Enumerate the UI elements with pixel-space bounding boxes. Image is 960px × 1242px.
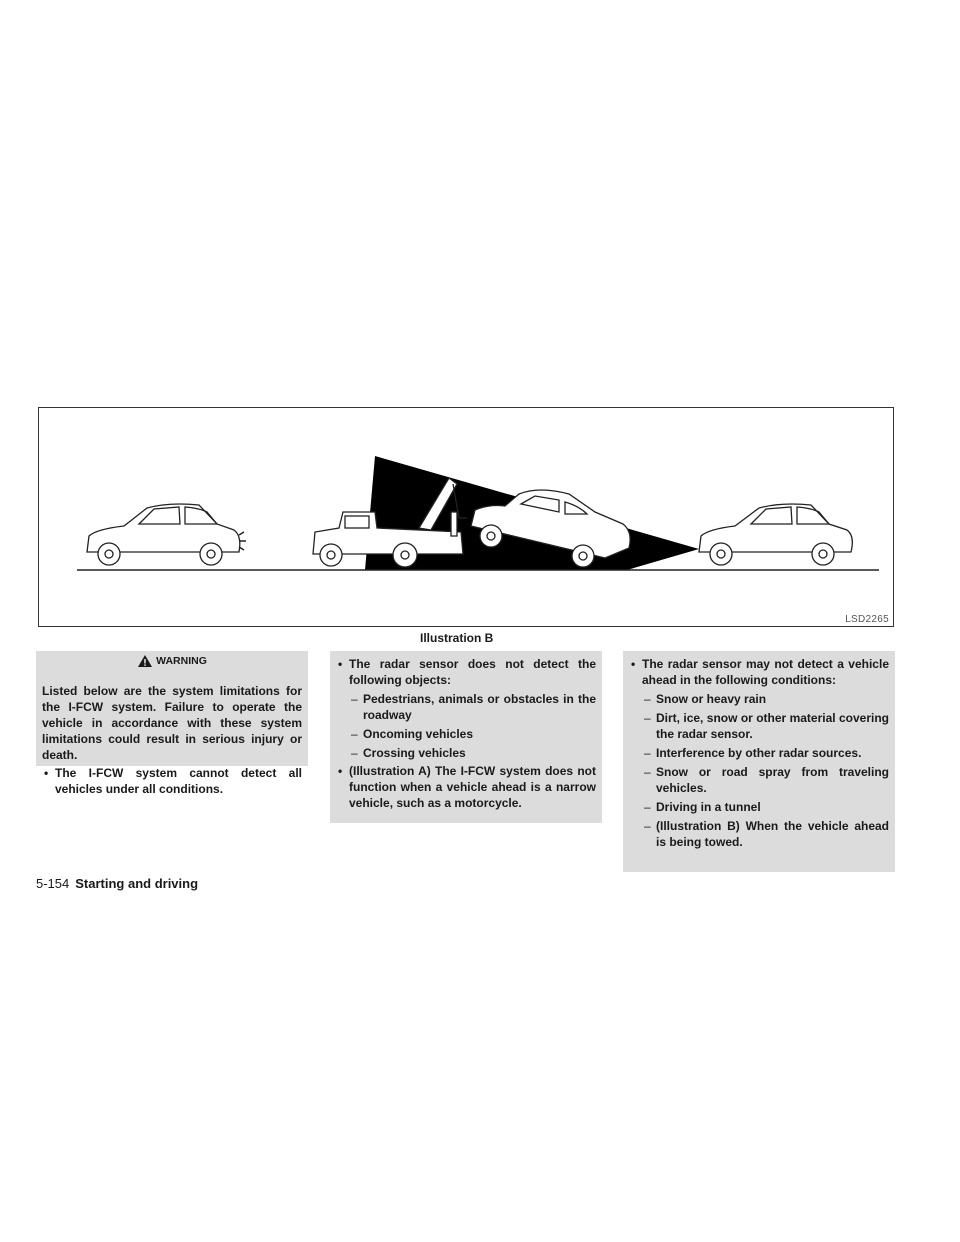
dash-icon: – <box>644 746 651 760</box>
sub-list-item: – Snow or heavy rain <box>644 692 767 706</box>
preceding-car <box>699 504 852 565</box>
dash-icon: – <box>644 711 651 725</box>
dash-icon: – <box>644 692 651 706</box>
dash-icon: – <box>351 746 358 760</box>
sub-list-item: – Interference by other radar sources. <box>644 746 862 760</box>
section-title: Starting and driving <box>75 876 199 891</box>
limitations-box-3 <box>623 651 895 872</box>
list-item: • The radar sensor may not detect a vehicle ahead in the following conditions: <box>631 657 889 687</box>
dash-icon: – <box>644 765 651 779</box>
dash-icon: – <box>351 692 358 706</box>
warning-label: WARNING <box>156 655 207 667</box>
sub-list-item: – (Illustration B) When the vehicle ahead is being towed. <box>644 819 889 849</box>
towed-vehicle-illustration <box>39 408 895 628</box>
sub-list-item: – Dirt, ice, snow or other material covering the radar sensor. <box>644 711 889 741</box>
figure-caption: Illustration B <box>420 631 494 645</box>
warning-header <box>36 651 308 671</box>
sub-list-item: – Crossing vehicles <box>351 746 466 760</box>
dash-icon: – <box>644 819 651 833</box>
bullet-icon: • <box>338 657 343 671</box>
dash-icon: – <box>644 800 651 814</box>
sub-list-item: – Driving in a tunnel <box>644 800 761 814</box>
warning-box <box>36 651 308 796</box>
radar-emission-icon <box>239 532 246 550</box>
warning-intro: Listed below are the system limitations for the I-FCW system. Failure to operate the vehicle in accordance with these system limitations could result in serious injury or death. <box>42 684 302 762</box>
host-car <box>87 504 240 565</box>
list-item: • The radar sensor does not detect the following objects: <box>338 657 596 687</box>
sub-list-item: – Pedestrians, animals or obstacles in the roadway <box>351 692 596 722</box>
figure-id: LSD2265 <box>845 614 889 625</box>
page-number: 5-154 <box>36 876 70 891</box>
dash-icon: – <box>351 727 358 741</box>
bullet-icon: • <box>44 766 49 780</box>
sub-list-item: – Oncoming vehicles <box>351 727 474 741</box>
list-item: • (Illustration A) The I-FCW system does not function when a vehicle ahead is a narrow vehicle, such as a motorcycle. <box>338 764 596 810</box>
page-footer <box>36 876 198 891</box>
bullet-icon: • <box>338 764 343 778</box>
sub-list-item: – Snow or road spray from traveling vehicles. <box>644 765 889 795</box>
bullet-icon: • <box>631 657 636 671</box>
limitations-box-2 <box>330 651 602 823</box>
list-item: • The I-FCW system cannot detect all vehicles under all conditions. <box>44 766 302 796</box>
illustration-b-figure <box>38 407 894 627</box>
warning-triangle-icon <box>137 654 153 668</box>
